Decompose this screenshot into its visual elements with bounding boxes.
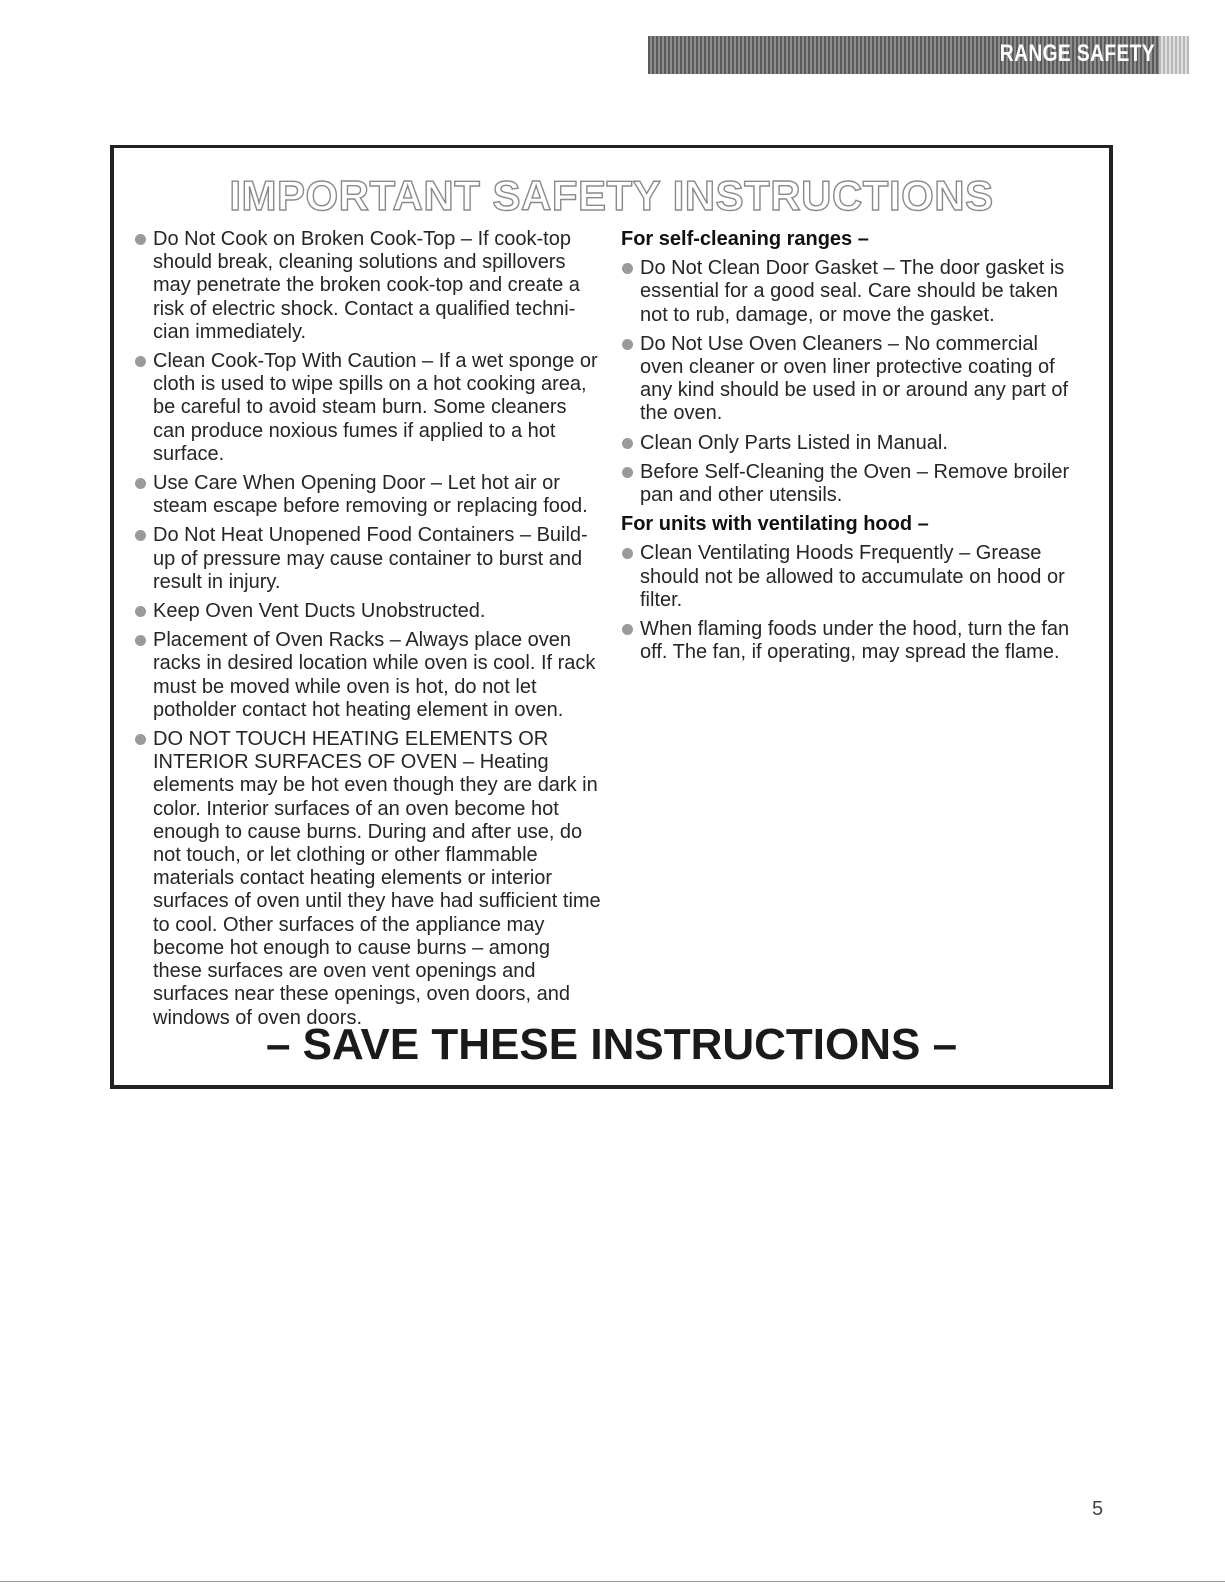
bullet-icon <box>622 467 633 478</box>
list-item <box>621 432 1081 455</box>
right-column <box>621 228 1081 670</box>
bullet-icon <box>622 263 633 274</box>
left-column <box>134 228 604 1036</box>
bullet-icon <box>135 234 146 245</box>
list-item-text: Placement of Oven Racks – Always place oven racks in desired location while oven is cool. If rack must be moved while oven is hot, do not let potholder contact hot heating element in oven. <box>153 629 596 721</box>
self-cleaning-item-list <box>621 257 1081 507</box>
list-item-text: Do Not Heat Unopened Food Containers – Build-up of pressure may cause container to burst and result in injury. <box>153 524 588 593</box>
bullet-icon <box>622 548 633 559</box>
safety-instructions-box <box>110 145 1113 1089</box>
list-item <box>621 333 1081 426</box>
list-item-text: Do Not Cook on Broken Cook-Top – If cook-top should break, cleaning solutions and spillovers may penetrate the broken cook-top and create a risk of electric shock. Contact a qualified techni-cian immediately. <box>153 228 580 343</box>
bullet-icon <box>622 339 633 350</box>
left-item-list <box>134 228 604 1030</box>
list-item-text: When flaming foods under the hood, turn the fan off. The fan, if operating, may spread the flame. <box>640 618 1070 664</box>
bullet-icon <box>135 606 146 617</box>
list-item <box>621 461 1081 507</box>
bullet-icon <box>135 478 146 489</box>
bottom-rule <box>0 1581 1225 1582</box>
bullet-icon <box>135 635 146 646</box>
save-instructions-footer: – SAVE THESE INSTRUCTIONS – <box>265 1020 958 1069</box>
list-item-text: Clean Ventilating Hoods Frequently – Grease should not be allowed to accumulate on hood or filter. <box>640 542 1065 611</box>
list-item-text: Before Self-Cleaning the Oven – Remove broiler pan and other utensils. <box>640 460 1070 507</box>
hood-item-list <box>621 542 1081 664</box>
list-item-text: Clean Only Parts Listed in Manual. <box>640 431 948 454</box>
section-header-bar <box>648 36 1189 74</box>
list-item <box>134 228 604 344</box>
list-item <box>134 728 604 1030</box>
list-item-text: Do Not Clean Door Gasket – The door gasket is essential for a good seal. Care should be taken not to rub, damage, or move the gasket. <box>640 257 1065 326</box>
bullet-icon <box>135 530 146 541</box>
page-number: 5 <box>1092 1498 1104 1520</box>
list-item <box>134 600 604 623</box>
list-item-text: DO NOT TOUCH HEATING ELEMENTS OR INTERIOR SURFACES OF OVEN – Heating elements may be hot even though they are dark in color. Interior surfaces of an oven become hot enough to cause burns. During and after use, do not touch, or let clothing or other flammable materials contact heating elements or interior surfaces of oven until they have had sufficient time to cool. Other surfaces of the appliance may become hot enough to cause burns – among these surfaces are oven vent openings and surfaces near these openings, oven doors, and windows of oven doors. <box>153 728 601 1029</box>
list-item-text: Use Care When Opening Door – Let hot air or steam escape before removing or replacing food. <box>153 472 588 518</box>
bullet-icon <box>135 356 146 367</box>
list-item <box>134 472 604 518</box>
bullet-icon <box>622 438 633 449</box>
ventilating-hood-heading: For units with ventilating hood – <box>621 513 929 536</box>
list-item <box>134 524 604 594</box>
list-item <box>621 618 1081 664</box>
list-item <box>134 629 604 722</box>
list-item-text: Do Not Use Oven Cleaners – No commercial oven cleaner or oven liner protective coating of any kind should be used in or around any part of the oven. <box>640 332 1069 425</box>
self-cleaning-heading: For self-cleaning ranges – <box>621 228 869 250</box>
list-item-text: Clean Cook-Top With Caution – If a wet sponge or cloth is used to wipe spills on a hot cooking area, be careful to avoid steam burn. Some cleaners can produce noxious fumes if applied to a hot surface. <box>153 350 598 465</box>
list-item <box>621 542 1081 612</box>
list-item-text: Keep Oven Vent Ducts Unobstructed. <box>153 600 486 623</box>
bullet-icon <box>135 734 146 745</box>
box-title: IMPORTANT SAFETY INSTRUCTIONS <box>229 172 994 219</box>
header-bar-tail <box>1159 36 1189 74</box>
list-item <box>134 350 604 466</box>
list-item <box>621 257 1081 327</box>
section-label: RANGE SAFETY <box>999 40 1155 67</box>
bullet-icon <box>622 624 633 635</box>
